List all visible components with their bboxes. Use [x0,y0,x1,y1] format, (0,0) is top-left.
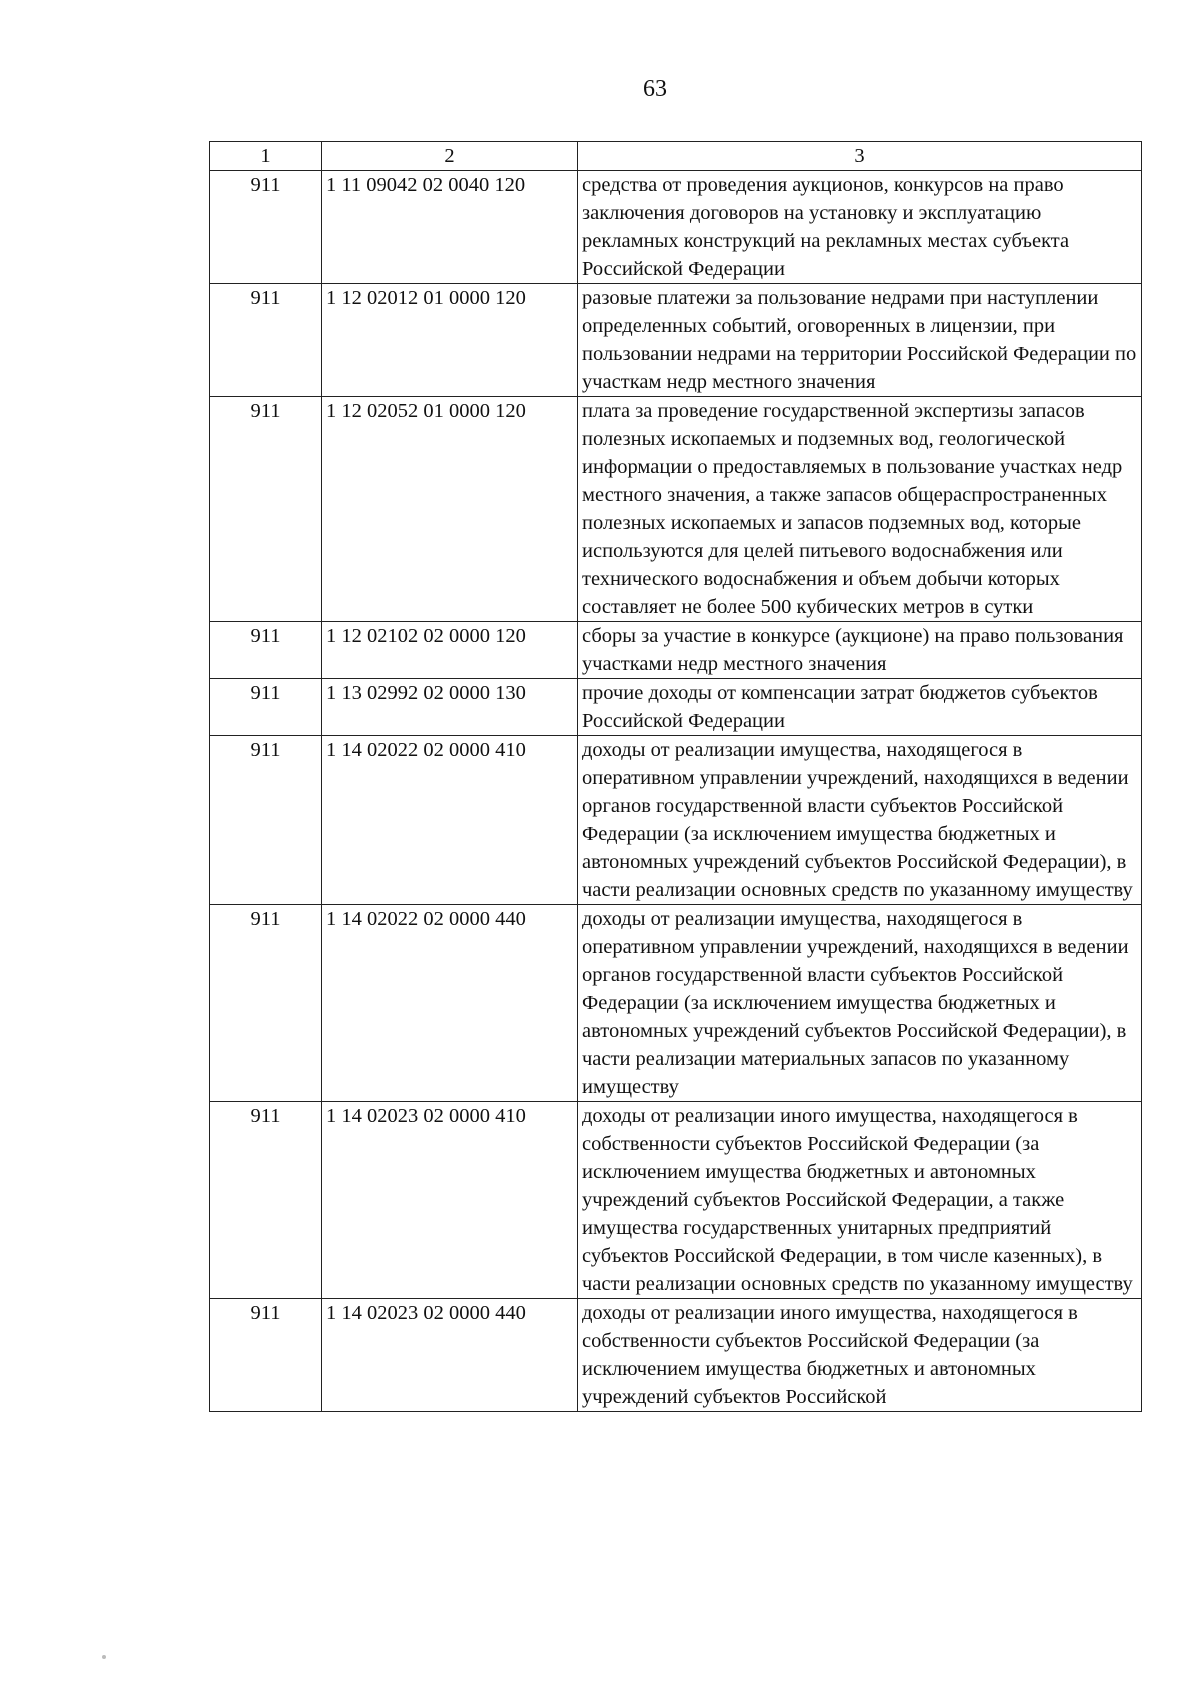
admin-code-cell: 911 [210,736,322,905]
kbk-code-cell: 1 14 02022 02 0000 410 [322,736,578,905]
admin-code-cell: 911 [210,1299,322,1412]
admin-code-cell: 911 [210,905,322,1102]
kbk-code-cell: 1 14 02023 02 0000 440 [322,1299,578,1412]
kbk-code-cell: 1 12 02102 02 0000 120 [322,622,578,679]
table-row [210,736,1142,905]
table-row [210,679,1142,736]
kbk-code-cell: 1 11 09042 02 0040 120 [322,171,578,284]
description-cell: доходы от реализации иного имущества, находящегося в собственности субъектов Российской Федерации (за исключением имущества бюджетных и автономных учреждений субъектов Российской Федерации, а также имущества государственных унитарных предприятий субъектов Российской Федерации, в том числе казенных), в части реализации основных средств по указанному имуществу [578,1102,1142,1299]
table-row [210,1299,1142,1412]
description-cell: плата за проведение государственной экспертизы запасов полезных ископаемых и подземных вод, геологической информации о предоставляемых в пользование участках недр местного значения, а также запасов общераспространенных полезных ископаемых и запасов подземных вод, которые используются для целей питьевого водоснабжения или технического водоснабжения и объем добычи которых составляет не более 500 кубических метров в сутки [578,397,1142,622]
table-row [210,397,1142,622]
admin-code-cell: 911 [210,1102,322,1299]
description-cell: разовые платежи за пользование недрами при наступлении определенных событий, оговоренных в лицензии, при пользовании недрами на территории Российской Федерации по участкам недр местного значения [578,284,1142,397]
admin-code-cell: 911 [210,171,322,284]
description-cell: доходы от реализации имущества, находящегося в оперативном управлении учреждений, находящихся в ведении органов государственной власти субъектов Российской Федерации (за исключением имущества бюджетных и автономных учреждений субъектов Российской Федерации), в части реализации основных средств по указанному имуществу [578,736,1142,905]
admin-code-cell: 911 [210,284,322,397]
description-cell: сборы за участие в конкурсе (аукционе) на право пользования участками недр местного значения [578,622,1142,679]
column-header-2: 2 [322,142,578,171]
admin-code-cell: 911 [210,622,322,679]
table-header-row [210,142,1142,171]
column-header-3: 3 [578,142,1142,171]
table-row [210,171,1142,284]
kbk-code-cell: 1 14 02023 02 0000 410 [322,1102,578,1299]
kbk-code-cell: 1 14 02022 02 0000 440 [322,905,578,1102]
description-cell: средства от проведения аукционов, конкурсов на право заключения договоров на установку и эксплуатацию рекламных конструкций на рекламных местах субъекта Российской Федерации [578,171,1142,284]
table-row [210,905,1142,1102]
revenue-codes-table [209,141,1142,1412]
table-row [210,1102,1142,1299]
kbk-code-cell: 1 12 02052 01 0000 120 [322,397,578,622]
description-cell: прочие доходы от компенсации затрат бюджетов субъектов Российской Федерации [578,679,1142,736]
scan-speck [102,1655,106,1659]
kbk-code-cell: 1 13 02992 02 0000 130 [322,679,578,736]
column-header-1: 1 [210,142,322,171]
description-cell: доходы от реализации иного имущества, находящегося в собственности субъектов Российской Федерации (за исключением имущества бюджетных и автономных учреждений субъектов Российской [578,1299,1142,1412]
table-row [210,622,1142,679]
kbk-code-cell: 1 12 02012 01 0000 120 [322,284,578,397]
admin-code-cell: 911 [210,679,322,736]
admin-code-cell: 911 [210,397,322,622]
table-row [210,284,1142,397]
description-cell: доходы от реализации имущества, находящегося в оперативном управлении учреждений, находящихся в ведении органов государственной власти субъектов Российской Федерации (за исключением имущества бюджетных и автономных учреждений субъектов Российской Федерации), в части реализации материальных запасов по указанному имуществу [578,905,1142,1102]
page-number: 63 [643,76,667,102]
